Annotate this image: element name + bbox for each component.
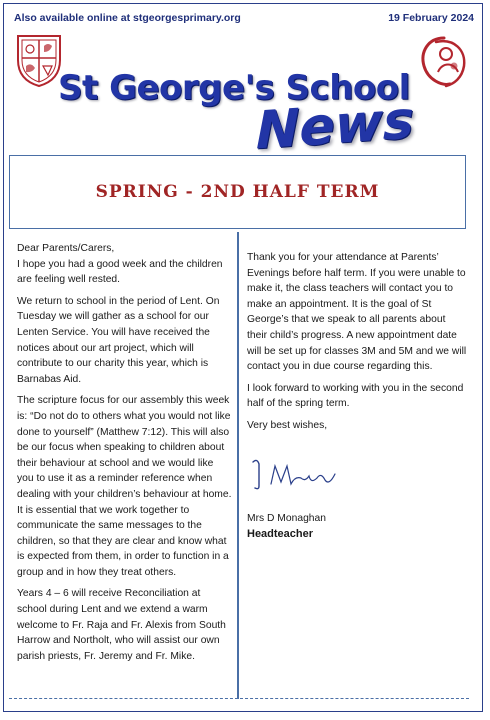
news-wordart: News [256, 90, 414, 162]
signer-block [247, 511, 467, 542]
online-availability-text: Also available online at stgeorgesprimary.org [14, 12, 241, 24]
school-name-heading: St George's School [58, 68, 410, 108]
greeting: Dear Parents/Carers, [17, 243, 115, 254]
lent-paragraph: We return to school in the period of Lent. On Tuesday we will gather as a school for our Lenten Service. You will have received the notices about our art project, which will contribute to our charity this year, which is Barnabas Aid. [17, 295, 220, 385]
parents-evening-paragraph: Thank you for your attendance at Parents’ Evenings before half term. If you were unable to make it, the class teachers will contact you to make an appointment. It is the goal of St George’s that we speak to all parents about their child’s progress. A new appointment date will be set up for classes 3M and 5M and we will contact you in due course regarding this. [247, 252, 467, 373]
signer-role: Headteacher [247, 527, 314, 540]
mother-and-child-logo-icon [414, 32, 476, 94]
signature-image [247, 454, 343, 494]
intro-paragraph: I hope you had a good week and the children are feeling well rested. [17, 258, 223, 286]
reconciliation-paragraph: Years 4 – 6 will receive Reconciliation at school during Lent and we extend a warm welcome to Fr. Raja and Fr. Alexis from South Harrow and Northolt, who will assist our own parish priests, Fr. Jeremy and Fr. Mike. [17, 588, 226, 662]
bottom-rule [9, 698, 469, 699]
column-divider [237, 232, 239, 699]
title-banner [9, 155, 466, 229]
left-column [17, 241, 232, 670]
right-column [247, 250, 467, 542]
signer-name: Mrs D Monaghan [247, 513, 326, 525]
issue-date: 19 February 2024 [388, 12, 474, 24]
closing-salutation: Very best wishes, [247, 419, 328, 431]
scripture-paragraph: The scripture focus for our assembly this week is: “Do not do to others what you would not like done to yourself” (Matthew 7:12). This will also be our focus when speaking to children about their behaviour at school and we would like you to use it as a reminder reference when dealing with your children’s behaviour at home. It is essential that we work together to communicate the same messages to the children, so that they are clear and know what is expected from them, in order to function in a group and in how they treat others. [17, 395, 232, 578]
newsletter-title: SPRING - 2ND HALF TERM [95, 182, 380, 202]
greeting-and-intro [17, 241, 232, 288]
closing-paragraph: I look forward to working with you in the second half of the spring term. [247, 382, 464, 410]
